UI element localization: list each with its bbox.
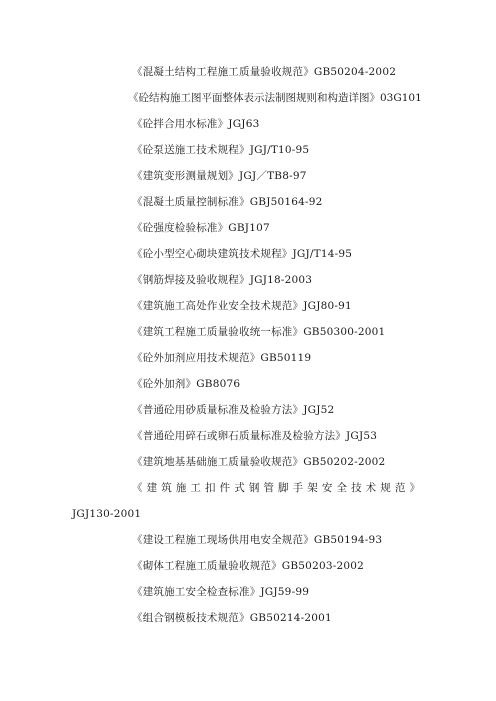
standard-item: 《砼结构施工图平面整体表示法制图规则和构造详图》03G101 (128, 92, 422, 104)
standard-item: 《砼外加剂应用技术规范》GB50119 (132, 352, 312, 364)
standard-item: 《钢筋焊接及验收规程》JGJ18-2003 (132, 274, 313, 286)
standard-item: 《普通砼用砂质量标准及检验方法》JGJ52 (132, 404, 335, 416)
standard-item: 《建筑施工安全检查标准》JGJ59-99 (132, 586, 310, 598)
standard-item: 《建筑施工高处作业安全技术规范》JGJ80-91 (132, 300, 352, 312)
standard-item-continuation: JGJ130-2001 (72, 508, 142, 520)
standard-item: 《砼强度检验标准》GBJ107 (132, 222, 270, 234)
standard-item: 《混凝土质量控制标准》GBJ50164-92 (132, 196, 323, 208)
standard-item: 《混凝土结构工程施工质量验收规范》GB50204-2002 (132, 66, 397, 78)
standard-item-wrapped: 《建筑施工扣件式钢管脚手架安全技术规范》 (132, 482, 420, 494)
standard-item: 《建设工程施工现场供用电安全规范》GB50194-93 (132, 534, 383, 546)
standard-item: 《建筑变形测量规划》JGJ／TB8-97 (132, 170, 307, 182)
standard-item: 《砼外加剂》GB8076 (132, 378, 241, 390)
standard-item: 《砼小型空心砌块建筑技术规程》JGJ/T14-95 (132, 248, 353, 260)
standard-item: 《组合钢模板技术规范》GB50214-2001 (132, 612, 332, 624)
standard-item: 《建筑地基基础施工质量验收规范》GB50202-2002 (132, 456, 386, 468)
standard-item: 《砼拌合用水标准》JGJ63 (132, 118, 260, 130)
standard-item: 《砼泵送施工技术规程》JGJ/T10-95 (132, 144, 310, 156)
standard-item: 《建筑工程施工质量验收统一标准》GB50300-2001 (132, 326, 386, 338)
standard-item: 《普通砼用碎石或卵石质量标准及检验方法》JGJ53 (132, 430, 378, 442)
standard-item: 《砌体工程施工质量验收规范》GB50203-2002 (132, 560, 364, 572)
